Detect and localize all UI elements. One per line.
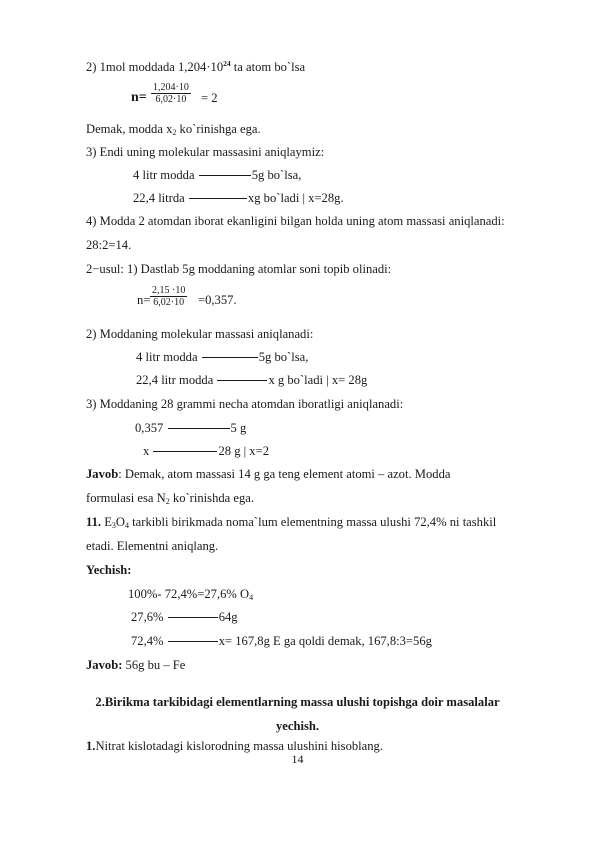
proportion-line: 4 litr modda 5g bo`lsa, <box>133 168 302 182</box>
answer-line: Javob: 56g bu – Fe <box>86 658 186 672</box>
text-line: 100%- 72,4%=27,6% $O_4$ <box>128 587 254 602</box>
text-line: 3) Moddaning 28 grammi necha atomdan iboratligi aniqlanadi: <box>86 397 404 411</box>
answer-line: Javob: Demak, atom massasi 14 g ga teng element atomi – azot. Modda <box>86 467 451 481</box>
text-line: 4) Modda 2 atomdan iborat ekanligini bilgan holda uning atom massasi aniqlanadi: <box>86 214 505 228</box>
text-line: 2−usul: 1) Dastlab 5g moddaning atomlar soni topib olinadi: <box>86 262 392 276</box>
fraction: $\frac{2,15 \cdot 10}{6,02\cdot 10}$ <box>152 285 186 308</box>
proportion-line: x 28 g | x=2 <box>143 444 270 458</box>
problem-statement: 11. $E_3O_4$ tarkibli birikmada noma`lum elementning massa ulushi 72,4% ni tashkil <box>86 515 497 530</box>
section-heading: 2.Birikma tarkibidagi elementlarning massa ulushi topishga doir masalalar <box>95 695 500 709</box>
proportion-line: 22,4 litr modda x g bo`ladi | x= 28g <box>136 373 368 387</box>
formula-label: n= <box>131 90 147 105</box>
page-number: 14 <box>291 752 304 766</box>
text-line: 3) Endi uning molekular massasini aniqlaymiz: <box>86 145 325 159</box>
text-line: 28:2=14. <box>86 238 132 252</box>
section-heading: yechish. <box>275 719 320 733</box>
formula-label: n= <box>137 293 151 307</box>
text-line: formulasi esa $N_2$ ko`rinishda ega. <box>86 491 255 506</box>
proportion-line: 0,357 5 g <box>135 421 247 435</box>
proportion-line: 72,4% x= 167,8g E ga qoldi demak, 167,8:3=56g <box>131 634 432 648</box>
text-line: 1.Nitrat kislotadagi kislorodning massa ulushini hisoblang. <box>86 739 383 753</box>
text-line: 2) 1mol moddada $1,204\cdot 10^{24}$ ta atom bo`lsa <box>86 59 306 74</box>
fraction: $\frac{1,204\cdot 10}{6,02\cdot 10}$ <box>153 82 189 105</box>
proportion-line: 22,4 litrda xg bo`ladi | x=28g. <box>133 191 344 205</box>
formula-result: = 2 <box>201 91 218 105</box>
text-line: 2) Moddaning molekular massasi aniqlanadi: <box>86 327 314 341</box>
solution-label: Yechish: <box>86 563 132 577</box>
proportion-line: 27,6% 64g <box>131 610 238 624</box>
text-line: etadi. Elementni aniqlang. <box>86 539 219 553</box>
formula-result: =0,357. <box>198 293 237 307</box>
text-line: Demak, modda $x_2$ ko`rinishga ega. <box>86 122 261 137</box>
proportion-line: 4 litr modda 5g bo`lsa, <box>136 350 309 364</box>
